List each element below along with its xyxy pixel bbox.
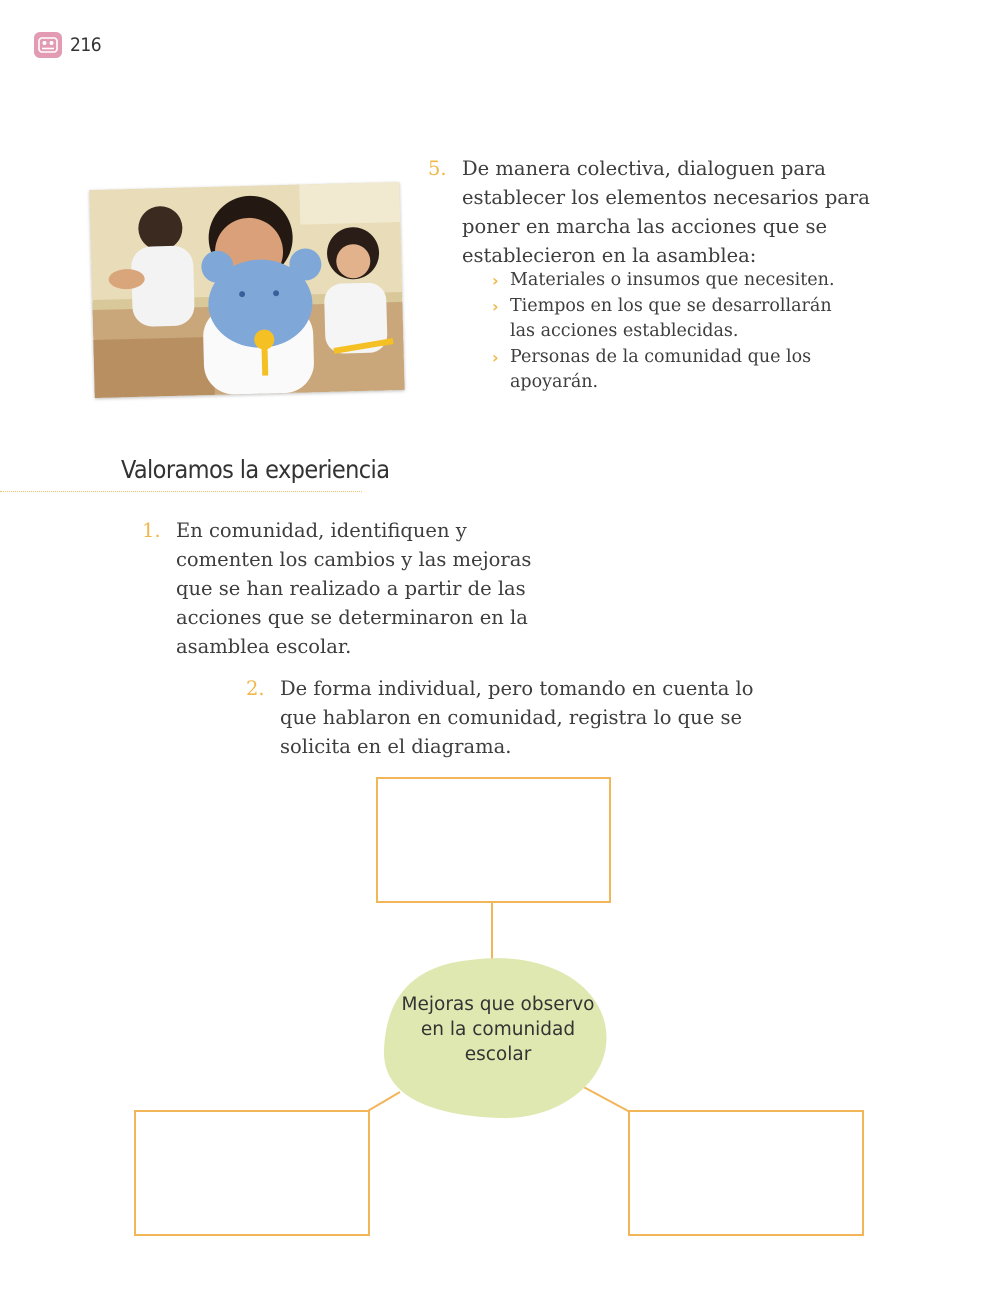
step-number: 1. [142, 519, 161, 542]
step-text: De manera colectiva, dialoguen para establecer los elementos necesarios para poner en marcha las acciones que se establecieron en la asamblea: [462, 157, 870, 267]
section-title: Valoramos la experiencia [121, 455, 390, 484]
step-text: De forma individual, pero tomando en cuenta lo que hablaron en comunidad, registra lo que se solicita en el diagrama. [280, 677, 754, 758]
step-number: 2. [246, 677, 265, 700]
step-number: 5. [428, 157, 447, 180]
list-item: › Personas de la comunidad que los apoyarán. [492, 346, 812, 392]
diagram-box-left[interactable] [134, 1110, 370, 1236]
chevron-right-icon: › [492, 296, 499, 316]
list-item: › Materiales o insumos que necesiten. [492, 268, 862, 294]
diagram-center-label: Mejoras que observo en la comunidad escolar [401, 994, 595, 1065]
diagram-box-top[interactable] [376, 777, 611, 903]
diagram-box-right[interactable] [628, 1110, 864, 1236]
list-item: › Tiempos en los que se desarrollarán las acciones establecidas. [492, 295, 832, 341]
chevron-right-icon: › [492, 271, 499, 290]
chevron-right-icon: › [492, 347, 499, 367]
step-text: En comunidad, identifiquen y comenten los cambios y las mejoras que se han realizado a partir de las acciones que se determinaron en la asamblea escolar. [176, 519, 532, 658]
page-number: 216 [70, 34, 102, 56]
